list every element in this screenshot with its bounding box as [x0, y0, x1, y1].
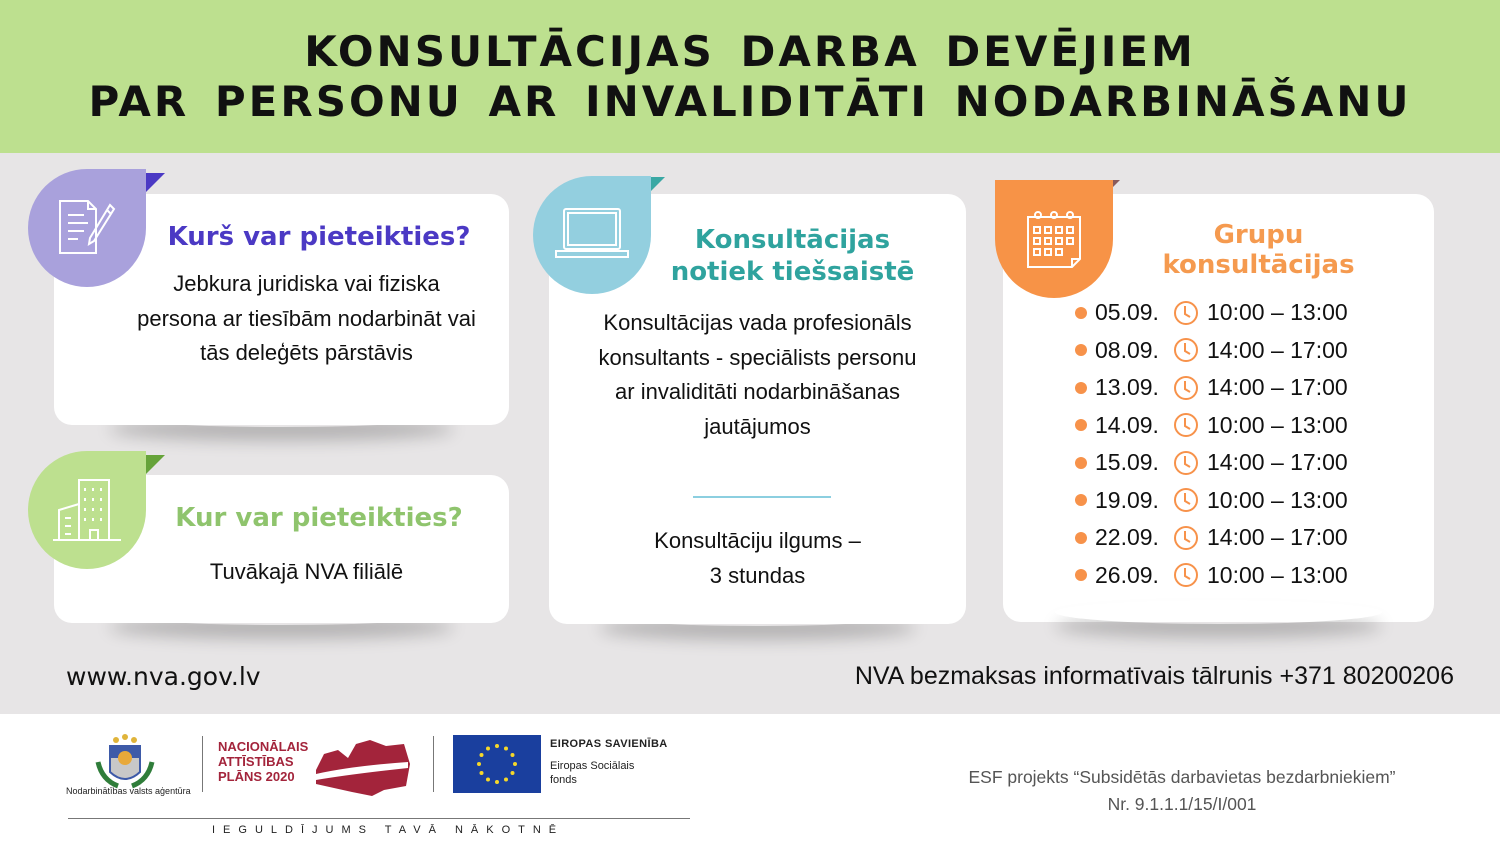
- page-title-line1: KONSULTĀCIJAS DARBA DEVĒJIEM: [304, 26, 1196, 76]
- eu-title: EIROPAS SAVIENĪBA: [550, 738, 668, 750]
- online-title-line2: notiek tiešsaistē: [670, 257, 915, 287]
- schedule-time: 10:00 – 13:00: [1207, 299, 1348, 326]
- nap-logo-text: [218, 739, 308, 784]
- schedule-date: 13.09.: [1095, 374, 1159, 401]
- clock-icon: [1173, 562, 1199, 588]
- schedule-date: 26.09.: [1095, 561, 1159, 588]
- clock-icon: [1173, 337, 1199, 363]
- schedule-row: [1075, 294, 1348, 332]
- separator: [202, 736, 203, 792]
- schedule-date: 19.09.: [1095, 486, 1159, 513]
- schedule-row: [1075, 482, 1348, 520]
- schedule-date: 05.09.: [1095, 299, 1159, 326]
- online-title-line1: Konsultācijas: [694, 225, 891, 255]
- bullet-icon: [1075, 494, 1087, 506]
- clock-icon: [1173, 525, 1199, 551]
- project-info: [914, 764, 1450, 818]
- eu-sub2: fonds: [550, 774, 577, 786]
- schedule-row: [1075, 332, 1348, 370]
- fold-corner: [143, 173, 165, 195]
- group-title-line1: Grupu: [1213, 220, 1304, 250]
- group-title: [1103, 220, 1414, 280]
- website-link[interactable]: www.nva.gov.lv: [66, 662, 261, 691]
- eu-sub1: Eiropas Sociālais: [550, 760, 635, 772]
- schedule-time: 10:00 – 13:00: [1207, 486, 1348, 513]
- eu-subtitle: [550, 759, 634, 787]
- separator: [433, 736, 434, 792]
- schedule-row: [1075, 407, 1348, 445]
- group-title-line2: konsultācijas: [1162, 250, 1355, 280]
- project-number: Nr. 9.1.1.1/15/I/001: [1107, 794, 1257, 814]
- schedule-time: 14:00 – 17:00: [1207, 524, 1348, 551]
- clock-icon: [1173, 412, 1199, 438]
- schedule-row: [1075, 444, 1348, 482]
- schedule-list: [1075, 294, 1348, 594]
- schedule-date: 15.09.: [1095, 449, 1159, 476]
- latvia-map-icon: [312, 736, 412, 796]
- laptop-icon: [552, 205, 632, 265]
- motto: IEGULDĪJUMS TAVĀ NĀKOTNĒ: [212, 824, 565, 836]
- where-icon-bubble: [28, 451, 146, 569]
- who-icon-bubble: [28, 169, 146, 287]
- bullet-icon: [1075, 532, 1087, 544]
- schedule-time: 14:00 – 17:00: [1207, 449, 1348, 476]
- schedule-time: 10:00 – 13:00: [1207, 561, 1348, 588]
- clock-icon: [1173, 450, 1199, 476]
- duration-line1: Konsultāciju ilgums –: [654, 528, 861, 553]
- bullet-icon: [1075, 307, 1087, 319]
- schedule-row: [1075, 369, 1348, 407]
- bullet-icon: [1075, 419, 1087, 431]
- divider: [693, 496, 831, 498]
- bullet-icon: [1075, 569, 1087, 581]
- schedule-row: [1075, 557, 1348, 595]
- nva-caption: Nodarbinātības valsts aģentūra: [66, 786, 191, 796]
- where-body: Tuvākajā NVA filiālē: [209, 559, 404, 584]
- fold-corner: [143, 455, 165, 477]
- duration-line2: 3 stundas: [709, 562, 806, 588]
- bullet-icon: [1075, 457, 1087, 469]
- schedule-row: [1075, 519, 1348, 557]
- online-icon-bubble: [533, 176, 651, 294]
- schedule-date: 22.09.: [1095, 524, 1159, 551]
- header-banner: [0, 0, 1500, 153]
- group-icon-bubble: [995, 180, 1113, 298]
- who-body: Jebkura juridiska vai fiziska persona ar tiesībām nodarbināt vai tās deleģēts pārstāvis: [137, 271, 476, 365]
- schedule-time: 14:00 – 17:00: [1207, 336, 1348, 363]
- clock-icon: [1173, 487, 1199, 513]
- divider: [68, 818, 690, 819]
- eu-flag-icon: [453, 735, 541, 793]
- bullet-icon: [1075, 344, 1087, 356]
- nap-line1: NACIONĀLAIS: [218, 739, 309, 754]
- document-pen-icon: [54, 195, 120, 261]
- clock-icon: [1173, 300, 1199, 326]
- nap-line2: ATTĪSTĪBAS: [218, 754, 294, 769]
- schedule-date: 14.09.: [1095, 411, 1159, 438]
- page-title-line2: PAR PERSONU AR INVALIDITĀTI NODARBINĀŠANU: [88, 76, 1412, 126]
- building-icon: [51, 474, 123, 546]
- project-name: ESF projekts “Subsidētās darbavietas bezdarbniekiem”: [968, 767, 1396, 787]
- clock-icon: [1173, 375, 1199, 401]
- schedule-time: 10:00 – 13:00: [1207, 411, 1348, 438]
- schedule-date: 08.09.: [1095, 336, 1159, 363]
- phone-info: NVA bezmaksas informatīvais tālrunis +371 80200206: [854, 662, 1454, 690]
- nap-line3: PLĀNS 2020: [218, 769, 295, 784]
- logo-strip: [0, 714, 1500, 860]
- where-title: Kur var pieteikties?: [175, 503, 463, 533]
- who-title: Kurš var pieteikties?: [167, 222, 471, 252]
- online-title: [629, 224, 956, 288]
- schedule-time: 14:00 – 17:00: [1207, 374, 1348, 401]
- bullet-icon: [1075, 382, 1087, 394]
- online-description: Konsultācijas vada profesionāls konsultants - speciālists personu ar invaliditāti nodarbināšanas jautājumos: [598, 310, 917, 439]
- calendar-icon: [1024, 209, 1084, 269]
- duration-text: [589, 524, 926, 593]
